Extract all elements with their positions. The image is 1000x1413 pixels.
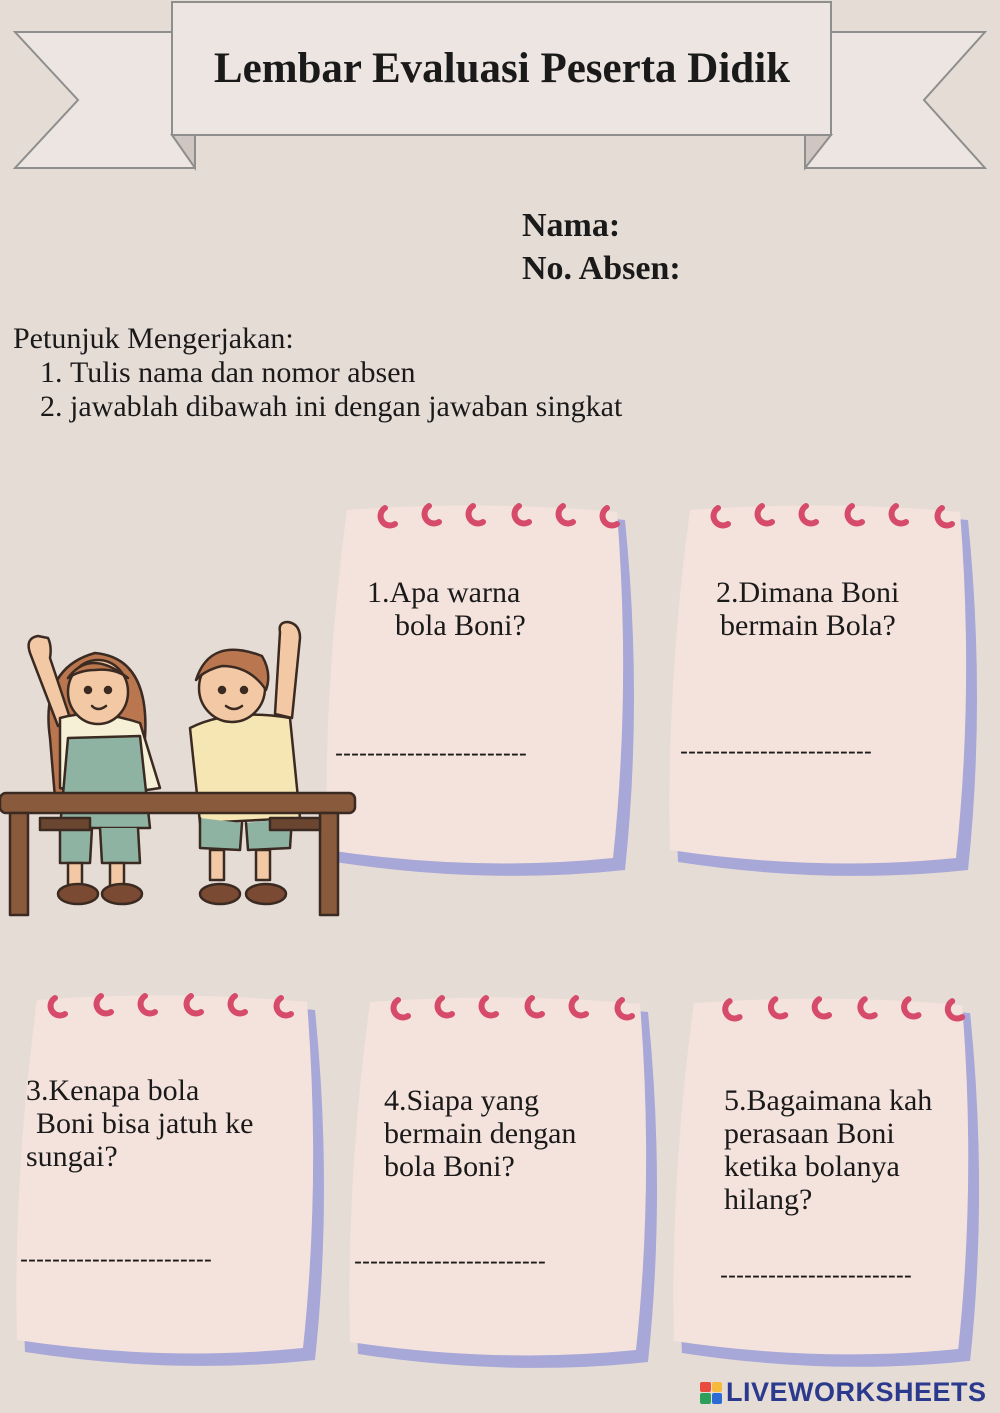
- name-label: Nama:: [522, 207, 621, 244]
- question-line: perasaan Boni: [724, 1117, 895, 1150]
- question-line: hilang?: [724, 1183, 813, 1216]
- question-text: [367, 576, 526, 642]
- liveworksheets-watermark: [700, 1377, 987, 1408]
- liveworksheets-logo-icon: [700, 1382, 722, 1404]
- students-illustration: [0, 618, 360, 928]
- question-card-4: [348, 992, 668, 1352]
- answer-line[interactable]: ------------------------: [680, 738, 872, 765]
- question-card-1: [325, 500, 645, 860]
- card-paper: [348, 992, 668, 1382]
- question-line: 2.Dimana Boni: [716, 576, 900, 609]
- instruction-number: 2.: [40, 390, 63, 423]
- question-line: 4.Siapa yang: [384, 1084, 539, 1117]
- card-paper: [325, 500, 645, 890]
- answer-line[interactable]: ------------------------: [720, 1262, 912, 1289]
- question-text: [384, 1084, 576, 1183]
- question-line: bola Boni?: [395, 609, 526, 642]
- question-text: [724, 1084, 932, 1216]
- question-line: 5.Bagaimana kah: [724, 1084, 933, 1117]
- question-line: 1.Apa warna: [367, 576, 521, 609]
- footer-brand: LIVEWORKSHEETS: [726, 1377, 987, 1407]
- question-card-2: [668, 500, 988, 860]
- question-text: [26, 1074, 253, 1173]
- question-line: Boni bisa jatuh ke: [36, 1107, 254, 1140]
- answer-line[interactable]: ------------------------: [335, 740, 527, 767]
- question-text: [716, 576, 899, 642]
- question-line: bermain dengan: [384, 1117, 577, 1150]
- instruction-number: 1.: [40, 356, 63, 389]
- question-card-5: [672, 992, 992, 1352]
- instruction-text: jawablah dibawah ini dengan jawaban singkat: [70, 390, 623, 423]
- answer-line[interactable]: ------------------------: [354, 1248, 546, 1275]
- instruction-item: [40, 390, 622, 424]
- question-line: 3.Kenapa bola: [26, 1074, 200, 1107]
- instruction-item: [40, 356, 416, 390]
- instruction-text: Tulis nama dan nomor absen: [70, 356, 416, 389]
- answer-line[interactable]: ------------------------: [20, 1246, 212, 1273]
- question-line: ketika bolanya: [724, 1150, 900, 1183]
- card-paper: [10, 990, 340, 1380]
- question-line: bermain Bola?: [720, 609, 896, 642]
- question-line: sungai?: [26, 1140, 118, 1173]
- page-title: Lembar Evaluasi Peserta Didik: [213, 45, 791, 92]
- instructions-title: Petunjuk Mengerjakan:: [13, 322, 294, 355]
- absen-label: No. Absen:: [522, 250, 681, 287]
- question-line: bola Boni?: [384, 1150, 515, 1183]
- question-card-3: [10, 990, 330, 1350]
- card-paper: [668, 500, 988, 890]
